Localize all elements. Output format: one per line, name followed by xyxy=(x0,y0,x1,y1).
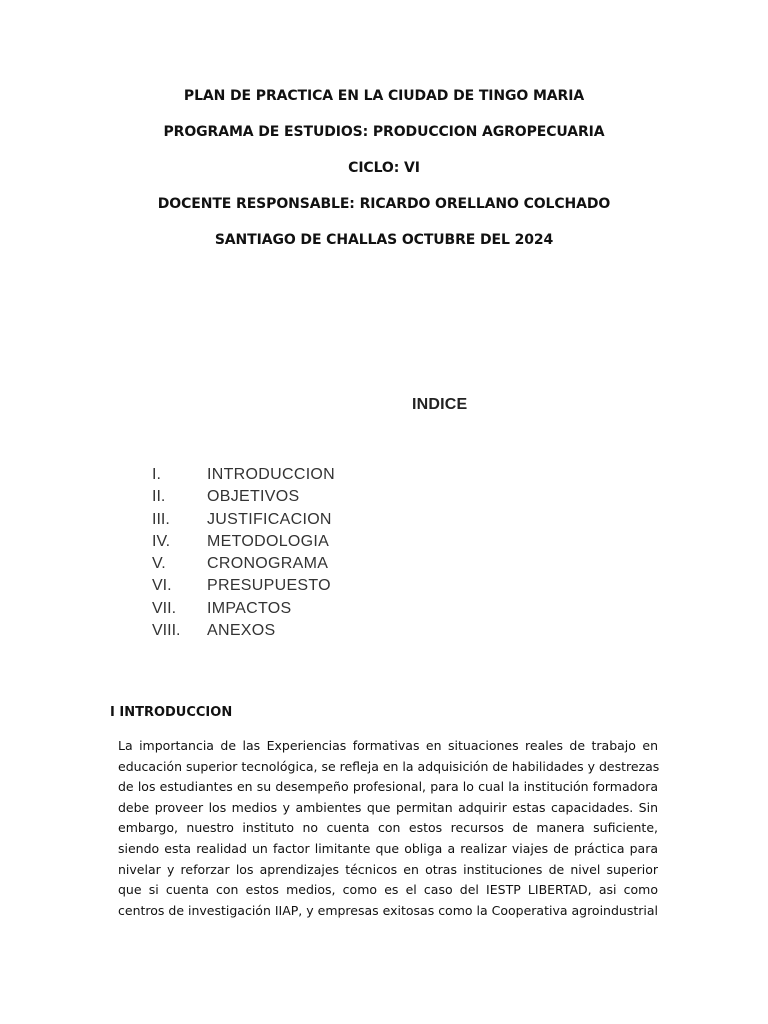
cover-place-date: SANTIAGO DE CHALLAS OCTUBRE DEL 2024 xyxy=(214,232,554,248)
paragraph-line: de los estudiantes en su desempeño profesional, para lo cual la institución formadora xyxy=(118,779,658,795)
paragraph-line: educación superior tecnológica, se refleja en la adquisición de habilidades y destrezas xyxy=(118,758,660,774)
index-item-number: IV. xyxy=(152,532,171,550)
index-item-number: VI. xyxy=(152,577,172,595)
index-item-number: III. xyxy=(152,510,170,528)
paragraph-line: nivelar y reforzar los aprendizajes técnicos en otras instituciones de nivel superior xyxy=(118,861,658,877)
index-item-label: ANEXOS xyxy=(207,622,276,640)
cover-teacher: DOCENTE RESPONSABLE: RICARDO ORELLANO COLCHADO xyxy=(157,196,611,212)
index-item-number: V. xyxy=(152,555,166,573)
section-heading: I INTRODUCCION xyxy=(110,705,233,720)
index-item-label: INTRODUCCION xyxy=(207,466,336,483)
index-item-number: II. xyxy=(152,488,166,506)
index-item-number: VII. xyxy=(152,599,177,617)
paragraph-line: que si cuenta con estos medios, como es el caso del IESTP LIBERTAD, asi como xyxy=(118,882,658,898)
index-item-label: CRONOGRAMA xyxy=(207,555,329,573)
index-title: INDICE xyxy=(412,396,468,413)
section-paragraph xyxy=(118,736,658,921)
index-item-label: METODOLOGIA xyxy=(207,532,330,550)
paragraph-line: embargo, nuestro instituto no cuenta con estos recursos de manera suficiente, xyxy=(118,820,658,836)
index-item-label: PRESUPUESTO xyxy=(207,577,331,595)
paragraph-line: debe proveer los medios y ambientes que permitan adquirir estas capacidades. Sin xyxy=(118,799,658,815)
paragraph-line: centros de investigación IIAP, y empresas exitosas como la Cooperativa agroindustrial xyxy=(118,902,658,918)
index-item-label: JUSTIFICACION xyxy=(207,510,332,528)
cover-title: PLAN DE PRACTICA EN LA CIUDAD DE TINGO MARIA xyxy=(183,88,585,104)
index-item-label: OBJETIVOS xyxy=(207,488,300,506)
index-item-number: VIII. xyxy=(152,622,181,640)
cover-cycle: CICLO: VI xyxy=(348,160,420,176)
cover-program: PROGRAMA DE ESTUDIOS: PRODUCCION AGROPECUARIA xyxy=(163,124,605,140)
index-item-number: I. xyxy=(152,466,161,483)
index-item-label: IMPACTOS xyxy=(207,599,292,617)
paragraph-line: siendo esta realidad un factor limitante que obliga a realizar viajes de práctica para xyxy=(118,840,658,856)
paragraph-line: La importancia de las Experiencias formativas en situaciones reales de trabajo en xyxy=(118,738,658,753)
